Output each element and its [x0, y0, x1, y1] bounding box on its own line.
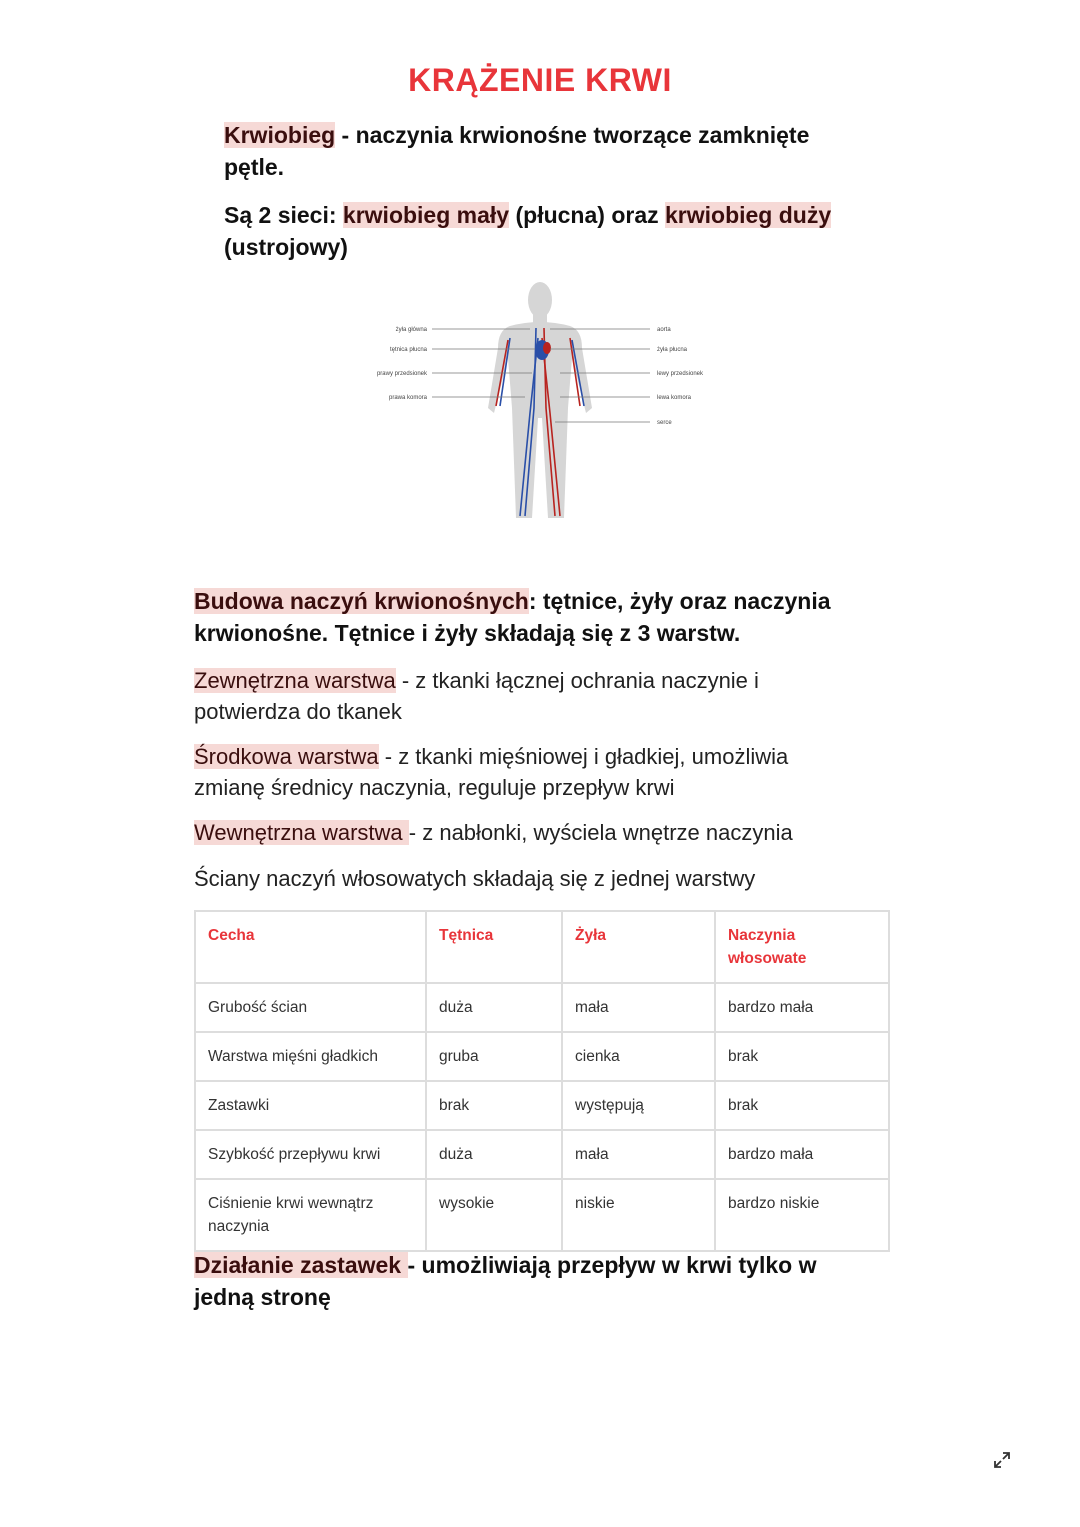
label-lewy-przedsionek: lewy przedsionek	[657, 371, 704, 377]
page-title: KRĄŻENIE KRWI	[408, 62, 672, 98]
text: (ustrojowy)	[224, 234, 348, 260]
highlight-term: Budowa naczyń krwionośnych	[194, 588, 529, 614]
text: - z nabłonki, wyściela wnętrze naczynia	[408, 820, 793, 845]
highlight-term: krwiobieg mały	[342, 202, 510, 228]
highlight-term: krwiobieg duży	[665, 202, 832, 228]
cell: mała	[562, 983, 715, 1032]
text: - z tkanki łącznej ochrania naczynie i potwierdza do tkanek	[194, 668, 759, 724]
capillaries-note: Ściany naczyń włosowatych składają się z jednej warstwy	[194, 866, 756, 891]
definition-text: - naczynia krwionośne tworzące zamknięte pętle.	[224, 122, 810, 180]
header-naczynia: Naczynia włosowate	[715, 911, 889, 983]
cell: duża	[426, 1130, 562, 1179]
label-aorta: aorta	[657, 327, 671, 333]
label-zyla-glowna: żyła główna	[395, 327, 427, 333]
table-row	[195, 1130, 889, 1179]
cell: niskie	[562, 1179, 715, 1251]
highlight-term: Zewnętrzna warstwa	[194, 668, 396, 693]
highlight-term: Środkowa warstwa	[194, 744, 379, 769]
cell: Ciśnienie krwi wewnątrz naczynia	[195, 1179, 426, 1251]
label-tetnica-plucna: tętnica płucna	[389, 347, 427, 353]
cell: brak	[426, 1081, 562, 1130]
header-tetnica: Tętnica	[426, 911, 562, 983]
krwiobieg-definition	[224, 119, 864, 183]
header-cecha: Cecha	[195, 911, 426, 983]
highlight-term: Działanie zastawek	[194, 1252, 408, 1278]
table-row	[195, 1179, 889, 1251]
valves-note	[194, 1249, 874, 1313]
cell: mała	[562, 1130, 715, 1179]
cell: Grubość ścian	[195, 983, 426, 1032]
cell: Warstwa mięśni gładkich	[195, 1032, 426, 1081]
header-zyla: Żyła	[562, 911, 715, 983]
table-row	[195, 1032, 889, 1081]
cell: bardzo mała	[715, 1130, 889, 1179]
label-serce: serce	[657, 420, 672, 426]
vessel-comparison-table	[194, 910, 890, 1252]
layer-middle	[194, 741, 834, 803]
circulatory-system-diagram	[360, 278, 720, 530]
label-prawy-przedsionek: prawy przedsionek	[376, 371, 427, 377]
text: : tętnice, żyły oraz naczynia krwionośne. Tętnice i żyły składają się z 3 warstw.	[194, 588, 831, 646]
cell: cienka	[562, 1032, 715, 1081]
text: - z tkanki mięśniowej i gładkiej, umożliwia zmianę średnicy naczynia, reguluje przepływ krwi	[194, 744, 789, 800]
cell: wysokie	[426, 1179, 562, 1251]
highlight-term: Wewnętrzna warstwa	[194, 820, 409, 845]
text: (płucna) oraz	[509, 202, 665, 228]
highlight-term: Krwiobieg	[224, 122, 336, 148]
cell: Zastawki	[195, 1081, 426, 1130]
label-prawa-komora: prawa komora	[388, 395, 427, 401]
cell: brak	[715, 1032, 889, 1081]
cell: bardzo mała	[715, 983, 889, 1032]
cell: bardzo niskie	[715, 1179, 889, 1251]
expand-icon[interactable]	[992, 1450, 1012, 1470]
table-row	[195, 1081, 889, 1130]
layer-outer	[194, 665, 814, 727]
text: - umożliwiają przepływ w krwi tylko w jedną stronę	[194, 1252, 817, 1310]
text: Są 2 sieci:	[224, 202, 343, 228]
cell: duża	[426, 983, 562, 1032]
cell: Szybkość przepływu krwi	[195, 1130, 426, 1179]
cell: gruba	[426, 1032, 562, 1081]
table-row	[195, 983, 889, 1032]
layer-inner	[194, 817, 874, 848]
vessel-structure-heading	[194, 585, 874, 649]
cell: brak	[715, 1081, 889, 1130]
label-lewa-komora: lewa komora	[657, 395, 692, 401]
table-header-row	[195, 911, 889, 983]
body-silhouette	[488, 282, 592, 518]
circulation-types	[224, 199, 874, 263]
label-zyla-plucna: żyła płucna	[657, 347, 688, 353]
cell: występują	[562, 1081, 715, 1130]
